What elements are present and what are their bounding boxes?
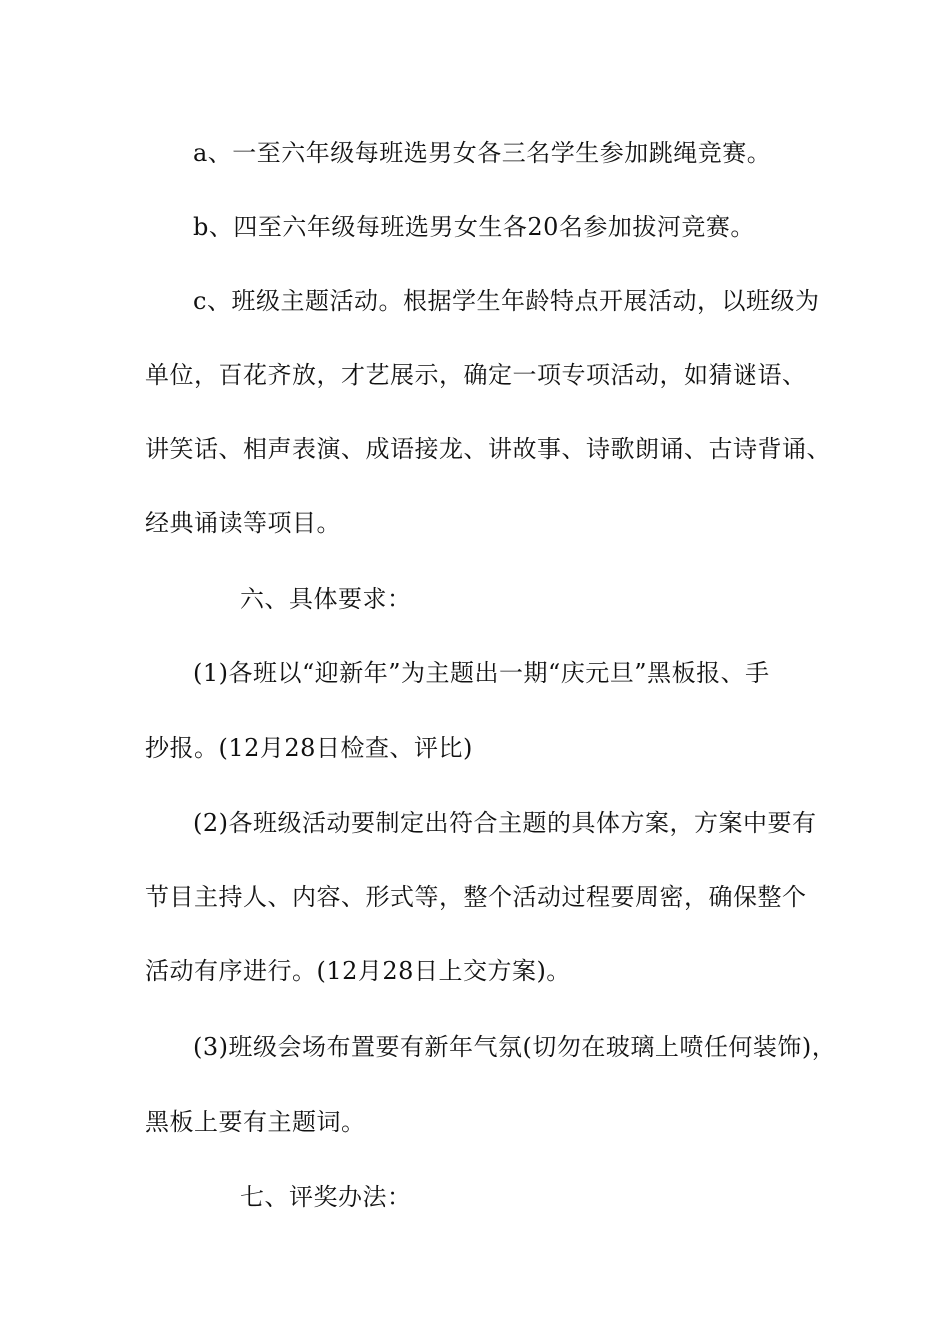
- item-c-theme-activity-line1: c、班级主题活动。根据学生年龄特点开展活动，以班级为: [193, 287, 820, 315]
- section-six-heading: 六、具体要求：: [240, 585, 412, 613]
- requirement-2-line1: (2)各班级活动要制定出符合主题的具体方案，方案中要有: [193, 809, 817, 837]
- item-a-rope-skipping: a、一至六年级每班选男女各三名学生参加跳绳竞赛。: [193, 139, 772, 167]
- item-c-theme-activity-line4: 经典诵读等项目。: [145, 509, 341, 537]
- requirement-2-line2: 节目主持人、内容、形式等，整个活动过程要周密，确保整个: [145, 883, 807, 911]
- requirement-1-line2: 抄报。(12月28日检查、评比): [145, 734, 473, 762]
- requirement-1-line1: (1)各班以“迎新年”为主题出一期“庆元旦”黑板报、手: [193, 659, 770, 687]
- item-b-tug-of-war: b、四至六年级每班选男女生各20名参加拔河竞赛。: [193, 213, 755, 241]
- item-c-theme-activity-line3: 讲笑话、相声表演、成语接龙、讲故事、诗歌朗诵、古诗背诵、: [145, 435, 831, 463]
- item-c-theme-activity-line2: 单位，百花齐放，才艺展示，确定一项专项活动，如猜谜语、: [145, 361, 807, 389]
- requirement-2-line3: 活动有序进行。(12月28日上交方案)。: [145, 957, 571, 985]
- requirement-3-line1: (3)班级会场布置要有新年气氛(切勿在玻璃上喷任何装饰)，: [193, 1033, 837, 1061]
- requirement-3-line2: 黑板上要有主题词。: [145, 1108, 366, 1136]
- section-seven-heading: 七、评奖办法：: [240, 1183, 412, 1211]
